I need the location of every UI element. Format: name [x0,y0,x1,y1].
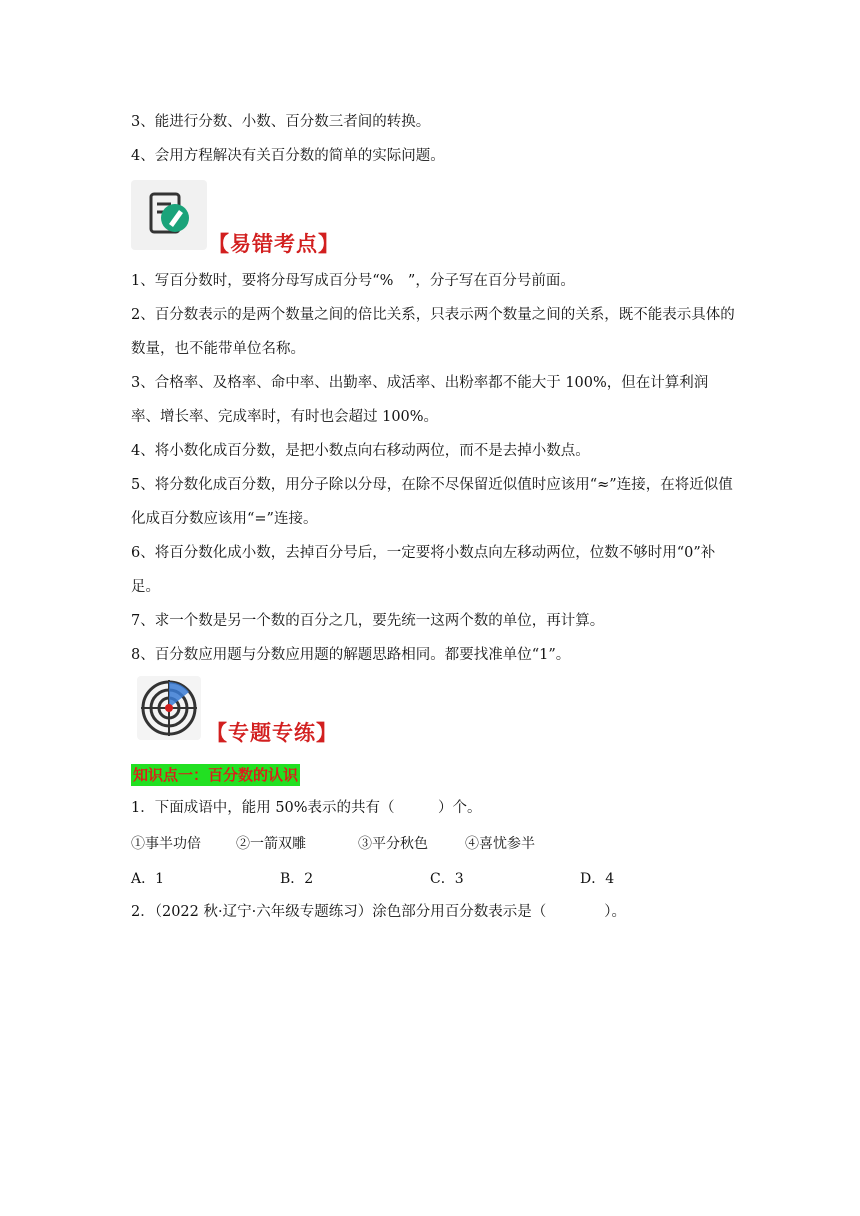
mistake-point-1: 1、写百分数时，要将分母写成百分号“% ”，分子写在百分号前面。 [131,273,575,289]
idiom-3: ③平分秋色 [358,836,428,852]
option-c: C．3 [430,871,464,887]
option-a: A．1 [131,871,165,887]
mistake-point-4: 4、将小数化成百分数，是把小数点向右移动两位，而不是去掉小数点。 [131,443,590,459]
question-2-stem: 2．（2022 秋·辽宁·六年级专题练习）涂色部分用百分数表示是（ ）。 [131,904,626,920]
practice-title: 【专题专练】 [206,720,338,745]
mistake-point-8: 8、百分数应用题与分数应用题的解题思路相同。都要找准单位“1”。 [131,647,571,663]
edit-document-icon [131,180,207,250]
goal-item-4: 4、会用方程解决有关百分数的简单的实际问题。 [131,148,445,164]
mistakes-icon-box [131,180,207,250]
goal-item-3: 3、能进行分数、小数、百分数三者间的转换。 [131,114,431,130]
knowledge-point-label: 知识点一：百分数的认识 [133,766,299,784]
mistake-point-2: 2、百分数表示的是两个数量之间的倍比关系，只表示两个数量之间的关系，既不能表示具体的数量，也不能带单位名称。 [131,307,735,357]
target-icon [137,676,201,740]
mistake-point-7: 7、求一个数是另一个数的百分之几，要先统一这两个数的单位，再计算。 [131,613,605,629]
mistake-point-5: 5、将分数化成百分数，用分子除以分母，在除不尽保留近似值时应该用“≈”连接，在将近似值化成百分数应该用“=”连接。 [131,477,733,527]
mistake-point-6: 6、将百分数化成小数，去掉百分号后，一定要将小数点向左移动两位，位数不够时用“0”补足。 [131,545,716,595]
question-1-stem: 1．下面成语中，能用 50%表示的共有（ ）个。 [131,800,482,816]
option-d: D．4 [580,871,615,887]
mistake-point-3: 3、合格率、及格率、命中率、出勤率、成活率、出粉率都不能大于 100%，但在计算利润率、增长率、完成率时，有时也会超过 100%。 [131,375,709,425]
idiom-2: ②一箭双雕 [236,836,306,852]
mistakes-title: 【易错考点】 [208,231,340,256]
option-b: B．2 [280,871,314,887]
practice-icon-box [137,676,201,740]
idiom-1: ①事半功倍 [131,836,201,852]
idiom-4: ④喜忧参半 [465,836,535,852]
